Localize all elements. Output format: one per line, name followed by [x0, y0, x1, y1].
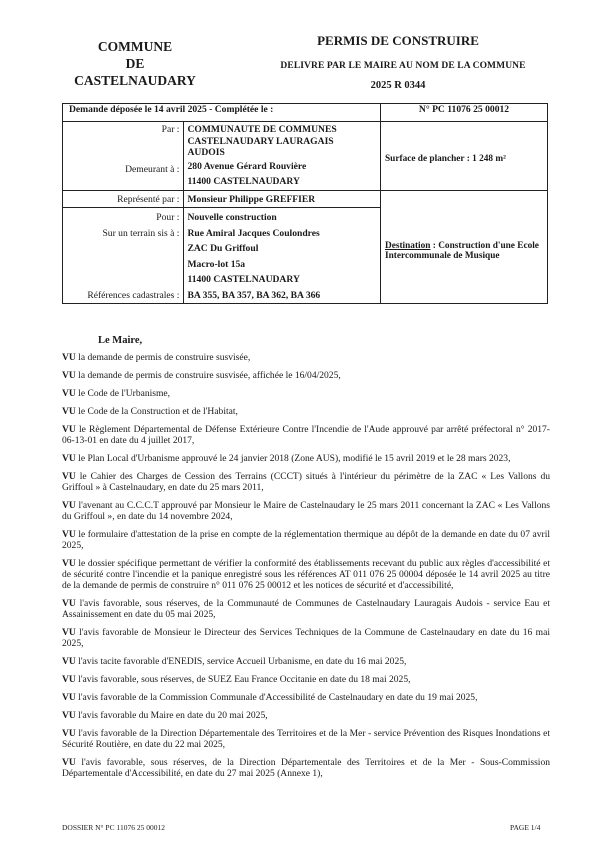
visa-text: l'avis favorable, sous réserves, de la Direction Départementale des Territoires et de la Mer - Sous-Commission Départementale d'Accessibilité, en date du 27 mai 2025 (Annexe 1),: [62, 756, 550, 780]
visa-text: le Code de la Construction et de l'Habitat,: [75, 405, 238, 417]
visa-text: l'avis tacite favorable d'ENEDIS, service Accueil Urbanisme, en date du 16 mai 2025,: [75, 656, 407, 668]
par-label: Par :: [161, 124, 180, 135]
visa-keyword: VU: [62, 727, 76, 739]
footer-page: PAGE 1/4: [510, 823, 541, 832]
visa-keyword: VU: [62, 528, 76, 540]
visa-item: [62, 352, 550, 363]
visa-keyword: VU: [62, 352, 76, 363]
visa-keyword: VU: [62, 499, 76, 511]
project-nature: Nouvelle construction: [187, 212, 277, 223]
commune-line-2: DE: [125, 56, 145, 71]
visa-item: [62, 656, 550, 667]
address-line-1: 280 Avenue Gérard Rouvière: [187, 160, 307, 172]
visa-text: le Règlement Départemental de Défense Extérieure Contre l'Incendie de l'Aude approuvé par arrêté préfectoral n° 2017-06-13-01 en date du 4 juillet 2017,: [62, 423, 550, 446]
applicant-line-1: COMMUNAUTE DE COMMUNES: [187, 124, 337, 135]
terrain-line-1: Rue Amiral Jacques Coulondres: [187, 227, 320, 239]
visa-item: [62, 471, 550, 493]
permit-info-box: [62, 103, 548, 304]
address-line-2: 11400 CASTELNAUDARY: [187, 176, 300, 187]
destination-value: : Construction d'une Ecole Intercommunale de Musique: [385, 240, 539, 261]
visa-keyword: VU: [62, 387, 76, 399]
visa-item: [62, 453, 550, 464]
visa-item: [62, 757, 550, 779]
le-maire-heading: Le Maire,: [98, 335, 143, 346]
represente-label: Représenté par :: [117, 193, 180, 205]
applicant-block: [63, 122, 374, 190]
visa-text: le Cahier des Charges de Cession des Terrains (CCCT) situés à l'intérieur du périmètre de la ZAC « Les Vallons du Griffoul » à Castelnaudary, en date du 25 mars 2011,: [62, 470, 550, 493]
terrain-label: Sur un terrain sis à :: [102, 227, 180, 239]
visa-text: l'avis favorable, sous réserves, de SUEZ Eau France Occitanie en date du 18 mai 2025,: [75, 674, 411, 686]
pour-label: Pour :: [156, 212, 180, 223]
visa-item: [62, 627, 550, 649]
visa-text: la demande de permis de construire susvisée,: [75, 352, 251, 363]
visa-item: [62, 370, 550, 381]
visa-keyword: VU: [62, 709, 76, 721]
terrain-line-3: Macro-lot 15a: [187, 258, 246, 270]
visa-item: [62, 529, 550, 551]
demeurant-label: Demeurant à :: [125, 163, 180, 175]
visa-text: l'avis favorable de la Direction Départementale des Territoires et de la Mer - service Prévention des Risques Inondations et Sécurité Routière, en date du 22 mai 2025,: [62, 727, 550, 751]
arrete-number: 2025 R 0344: [370, 80, 426, 91]
visa-keyword: VU: [62, 692, 76, 704]
visa-item: [62, 388, 550, 399]
footer-dossier: DOSSIER N° PC 11076 25 00012: [62, 823, 165, 832]
visa-item: [62, 500, 550, 522]
visa-keyword: VU: [62, 452, 76, 464]
destination-label: Destination: [385, 240, 431, 251]
visa-keyword: VU: [62, 369, 76, 381]
visa-text: l'avis favorable du Maire en date du 20 mai 2025,: [75, 709, 268, 721]
visa-text: l'avis favorable de Monsieur le Directeur des Services Techniques de la Commune de Castelnaudary en date du 16 mai 2025,: [62, 627, 550, 650]
visa-text: l'avenant au C.C.C.T approuvé par Monsieur le Maire de Castelnaudary le 25 mars 2011 concernant la ZAC « Les Vallons du Griffoul », en date du 14 novembre 2024,: [62, 499, 550, 522]
visa-keyword: VU: [62, 423, 76, 435]
visa-keyword: VU: [62, 627, 76, 639]
commune-line-1: COMMUNE: [97, 39, 173, 54]
applicant-line-2: CASTELNAUDARY LAURAGAIS: [187, 135, 334, 147]
commune-line-3: CASTELNAUDARY: [74, 73, 196, 88]
document-subtitle: DELIVRE PAR LE MAIRE AU NOM DE LA COMMUNE: [280, 61, 526, 71]
visa-item: [62, 598, 550, 620]
visa-item: [62, 424, 550, 446]
visa-text: la demande de permis de construire susvisée, affichée le 16/04/2025,: [75, 369, 341, 381]
visa-item: [62, 692, 550, 703]
cadastral-refs: BA 355, BA 357, BA 362, BA 366: [187, 289, 321, 301]
visas-list: [62, 352, 550, 786]
visa-item: [62, 710, 550, 721]
visa-text: l'avis favorable de la Commission Communale d'Accessibilité de Castelnaudary en date du 19 mai 2025,: [75, 692, 478, 704]
visa-keyword: VU: [62, 674, 76, 686]
permit-number: N° PC 11076 25 00012: [381, 104, 548, 122]
visa-keyword: VU: [62, 557, 76, 569]
visa-keyword: VU: [62, 470, 76, 482]
representative-name: Monsieur Philippe GREFFIER: [187, 193, 316, 205]
terrain-line-2: ZAC Du Griffoul: [187, 243, 259, 254]
visa-keyword: VU: [62, 405, 76, 417]
visa-item: [62, 558, 550, 592]
terrain-line-4: 11400 CASTELNAUDARY: [187, 274, 300, 285]
commune-heading: [68, 38, 202, 89]
surface-cell: [381, 122, 548, 191]
visa-keyword: VU: [62, 656, 76, 668]
visa-keyword: VU: [62, 756, 76, 768]
visa-text: le formulaire d'attestation de la prise en compte de la réglementation thermique au dépôt de la demande en date du 07 avril 2025,: [62, 528, 550, 551]
refs-label: Références cadastrales :: [87, 289, 180, 301]
visa-keyword: VU: [62, 598, 76, 610]
visa-item: [62, 406, 550, 417]
surface-plancher: Surface de plancher : 1 248 m²: [385, 153, 506, 164]
project-block: [63, 208, 374, 303]
visa-item: [62, 728, 550, 750]
visa-text: le Plan Local d'Urbanisme approuvé le 24 janvier 2018 (Zone AUS), modifié le 15 avril 2019 et le 28 mars 2023,: [75, 452, 511, 464]
destination-cell: [381, 190, 548, 304]
applicant-line-3: AUDOIS: [187, 147, 225, 158]
document-title: PERMIS DE CONSTRUIRE: [317, 33, 479, 48]
visa-text: le dossier spécifique permettant de vérifier la conformité des établissements recevant du public aux règles d'accessibilité et de sécurité contre l'incendie et la panique enregistré sous les références AT 011 076 25 00004 déposée le 14 avril 2025 au titre de la demande de permis de construire n° 011 076 25 00012 et les notices de sécurité et d'accessibilité,: [62, 557, 550, 592]
visa-item: [62, 674, 550, 685]
demande-date: Demande déposée le 14 avril 2025 - Complétée le :: [63, 104, 381, 122]
visa-text: le Code de l'Urbanisme,: [75, 387, 171, 399]
visa-text: l'avis favorable, sous réserves, de la Communauté de Communes de Castelnaudary Lauragais Audois - service Eau et Assainissement en date du 05 mai 2025,: [62, 598, 550, 621]
